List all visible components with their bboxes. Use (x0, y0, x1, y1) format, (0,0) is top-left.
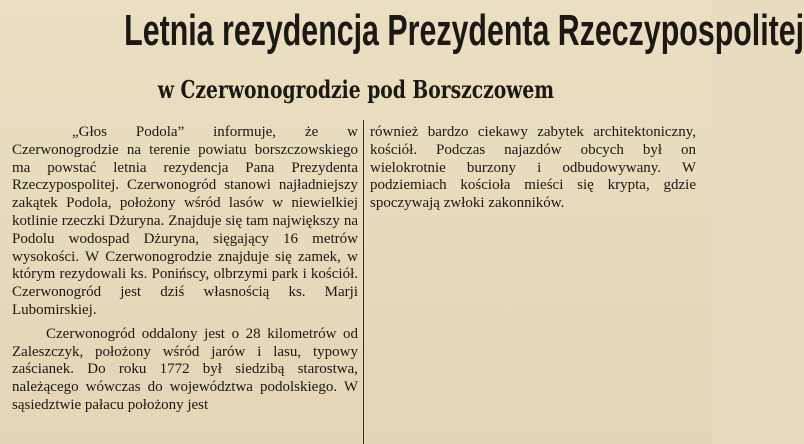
subheadline: w Czerwonogrodzie pod Borszczowem (157, 75, 555, 104)
headline: Letnia rezydencja Prezydenta Rzeczypospolitej (124, 6, 804, 55)
left-column (12, 124, 358, 419)
article-paragraph: „Głos Podola” informuje, że w Czerwonogrodzie na terenie powiatu borszczowskiego ma powstać letnia rezydencja Pana Prezydenta Rzeczypospolitej. Czerwonogród stanowi najładniejszy zakątek Podola, położony wśród lasów w niewielkiej kotlinie rzeczki Dżuryna. Znajduje się tam największy na Podolu wodospad Dżuryna, sięgający 16 metrów wysokości. W Czerwonogrodzie znajduje się zamek, w którym rezydowali ks. Ponińscy, olbrzymi park i kościół. Czerwonogród jest dziś własnością ks. Marji Lubomirskiej. (12, 124, 358, 318)
article-paragraph: Czerwonogród oddalony jest o 28 kilometrów od Zaleszczyk, położony wśród jarów i lasu, typowy zaścianek. Do roku 1772 był siedzibą starostwa, należącego wówczas do województwa podolskiego. W sąsiedztwie pałacu położony jest (12, 325, 358, 413)
column-divider (363, 120, 364, 444)
article-paragraph: również bardzo ciekawy zabytek architektoniczny, kościół. Podczas najazdów obcych był on wielokrotnie burzony i odbudowywany. W podziemiach kościoła mieści się krypta, gdzie spoczywają zwłoki zakonników. (370, 124, 696, 212)
right-column (370, 124, 696, 217)
